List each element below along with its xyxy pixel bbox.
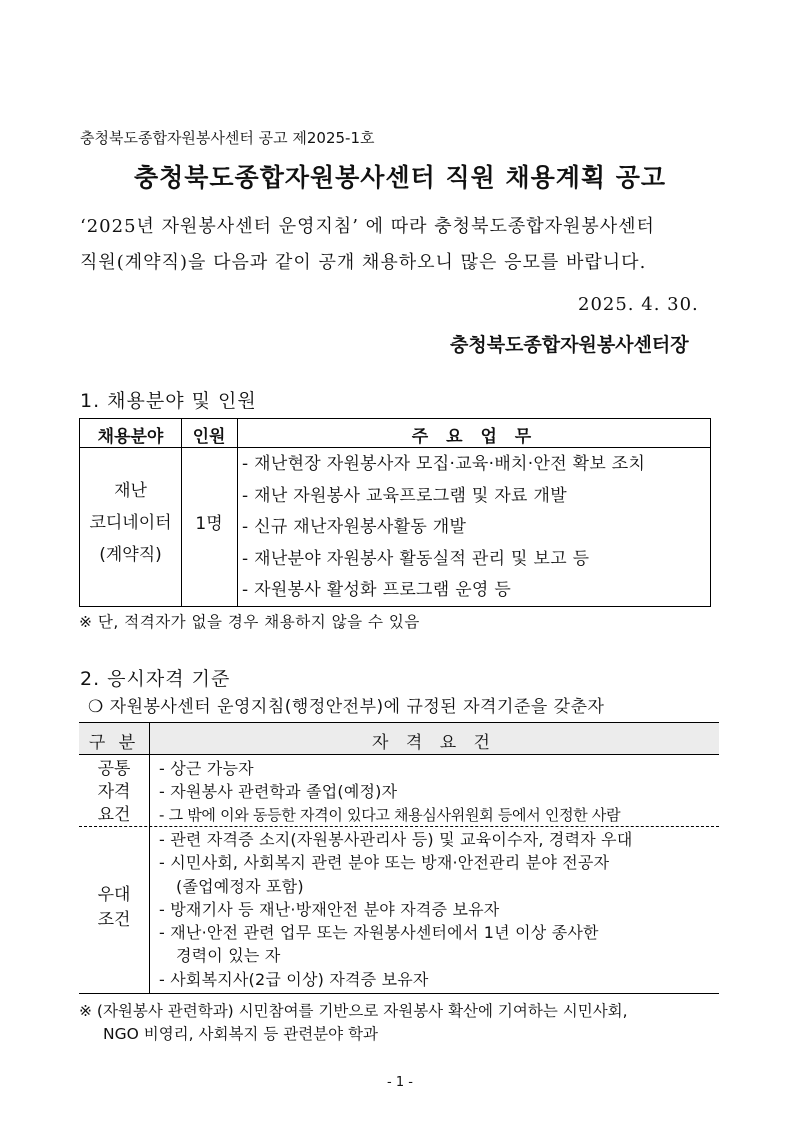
duty-item: - 신규 재난자원봉사활동 개발 [242,517,467,537]
page-title: 충청북도종합자원봉사센터 직원 채용계획 공고 [133,163,667,192]
recruitment-note: ※ 단, 적격자가 없을 경우 채용하지 않을 수 있음 [79,613,420,631]
duties-list [242,449,645,607]
header-count: 인원 [192,427,226,447]
category-line: 조건 [97,910,131,930]
page-number: - 1 - [387,1075,413,1090]
header-category: 구 분 [88,733,140,753]
requirement-item: - 자원봉사 관련학과 졸업(예정)자 [159,782,398,802]
criteria-line: ❍ 자원봉사센터 운영지침(행정안전부)에 규정된 자격기준을 갖춘자 [88,697,605,717]
requirement-item: - 방재기사 등 재난·방재안전 분야 자격증 보유자 [159,899,500,919]
column-divider [149,723,150,993]
requirement-item-continued: 경력이 있는 자 [176,946,281,966]
field-line: 코디네이터 [89,513,172,533]
header-requirements: 자 격 요 건 [372,733,496,753]
section-heading-qualifications: 2. 응시자격 기준 [80,668,231,690]
duty-item: - 재난 자원봉사 교육프로그램 및 자료 개발 [242,485,567,506]
category-preferred [79,883,149,933]
issuer: 충청북도종합자원봉사센터장 [450,334,689,356]
column-divider [237,419,238,606]
header-field: 채용분야 [97,427,164,447]
count-cell: 1명 [195,514,223,534]
duty-item: - 재난분야 자원봉사 활동실적 관리 및 보고 등 [242,548,590,569]
category-line: 우대 [97,885,131,905]
duty-item: - 재난현장 자원봉사자 모집·교육·배치·안전 확보 조치 [242,454,646,474]
field-cell [80,475,181,571]
requirement-item: - 상근 가능자 [159,759,254,778]
recruitment-table [79,418,711,607]
qualification-note-line-1: ※ (자원봉사 관련학과) 시민참여를 기반으로 자원봉사 확산에 기여하는 시민사회, [79,1002,628,1020]
requirement-item: - 그 밖에 이와 동등한 자격이 있다고 채용심사위원회 등에서 인정한 사람 [159,805,621,824]
qualification-note-line-2: NGO 비영리, 사회복지 등 관련분야 학과 [103,1025,378,1043]
category-line: 자격 [97,782,131,802]
requirement-item: - 재난·안전 관련 업무 또는 자원봉사센터에서 1년 이상 종사한 [159,923,599,943]
intro-line-2: 직원(계약직)을 다음과 같이 공개 채용하오니 많은 응모를 바랍니다. [80,252,647,273]
requirement-item: - 관련 자격증 소지(자원봉사관리사 등) 및 교육이수자, 경력자 우대 [159,830,633,849]
duty-item: - 자원봉사 활성화 프로그램 운영 등 [242,580,512,600]
category-common [79,758,149,827]
category-line: 요건 [97,805,131,825]
field-line: 재난 [114,481,147,501]
requirement-item: - 사회복지사(2급 이상) 자격증 보유자 [159,969,429,989]
section-heading-recruitment: 1. 채용분야 및 인원 [80,390,257,412]
requirement-item-continued: (졸업예정자 포함) [176,876,304,896]
qualification-table [79,722,719,994]
field-line: (계약직) [99,545,162,565]
header-duties: 주 요 업 무 [411,427,538,447]
notice-number: 충청북도종합자원봉사센터 공고 제2025-1호 [80,129,375,147]
common-requirements-list [159,757,620,827]
category-line: 공통 [97,759,131,779]
intro-line-1: ‘2025년 자원봉사센터 운영지침’ 에 따라 충청북도종합자원봉사센터 [80,216,655,237]
requirement-item: - 시민사회, 사회복지 관련 분야 또는 방재·안전관리 분야 전공자 [159,853,610,873]
preferred-requirements-list [159,828,633,991]
notice-date: 2025. 4. 30. [578,294,699,315]
